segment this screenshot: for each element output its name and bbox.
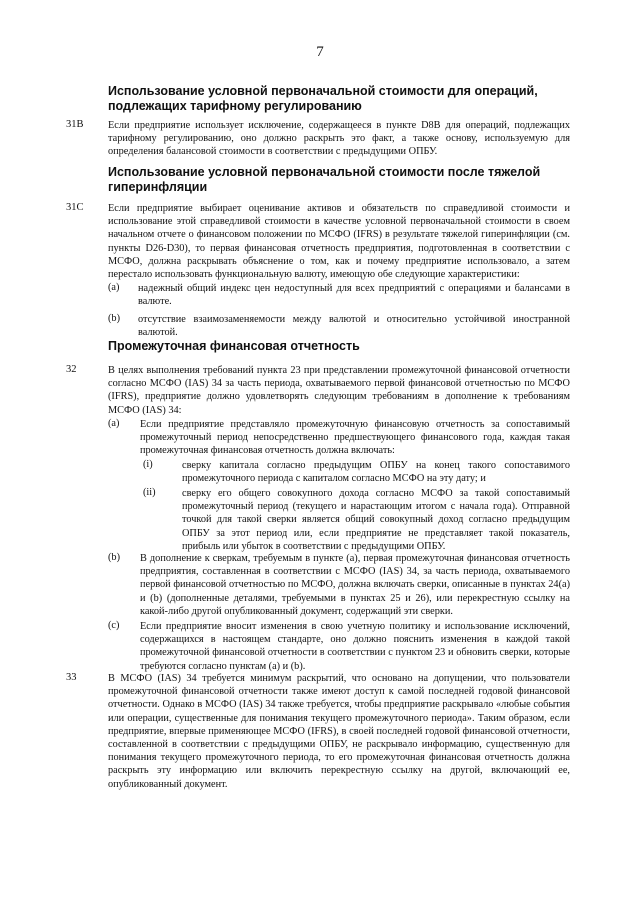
list-item-32c: Если предприятие вносит изменения в свою учетную политику и использование исключений, содержащихся в настоящем стандарте, оно должно пояснить изменения в каждой такой промежуточной финансовой отчетности в соответствии с пунктом 23 и обновить сверки, которые требуются согласно пунктам (а) и (b). <box>140 621 570 672</box>
paragraph-number-31c: 31C <box>66 202 84 213</box>
paragraph-33-text: В МСФО (IAS) 34 требуется минимум раскрытий, что основано на допущении, что пользователи промежуточной финансовой отчетности также имеют доступ к самой последней годовой финансовой отчетности. Однако в МСФО (IAS) 34 также требуется, чтобы предприятие раскрывало «любые события или операции, существенные для понимания текущего промежуточного периода». Таким образом, если предприятие, впервые применяющее МСФО (IFRS), в своей последней годовой финансовой отчетности, составленной в соответствии с предыдущими ОПБУ, не раскрывало информацию, существенную для понимания текущего промежуточного периода, то его промежуточная финансовая отчетность должна раскрыть эту информацию или включить перекрестную ссылку на другой, включающий ее, опубликованный документ. <box>108 673 570 790</box>
list-label-32a-ii: (ii) <box>143 487 156 498</box>
list-label-a: (a) <box>108 282 120 293</box>
list-item-b: отсутствие взаимозаменяемости между валютой и относительно устойчивой иностранной валютой. <box>138 314 570 339</box>
paragraph-number-31b: 31B <box>66 119 84 130</box>
list-label-32b: (b) <box>108 552 121 563</box>
list-label-32a: (a) <box>108 418 120 429</box>
list-item-32b: В дополнение к сверкам, требуемым в пункте (а), первая промежуточная финансовая отчетность предприятия, составленная в соответствии с МСФО (IAS) 34, за часть периода, охватываемого первой финансовой отчетностью по МСФО, должна включать сверки, описанные в пунктах 24(а) и (b) (дополненные деталями, требуемыми в пунктах 25 и 26), или перекрестную ссылку на какой-либо другой опубликованный документ, содержащий эти сверки. <box>140 553 570 617</box>
list-label-32a-i: (i) <box>143 459 153 470</box>
paragraph-31b-text: Если предприятие использует исключение, содержащееся в пункте D8B для операций, подлежащих тарифному регулированию, оно должно раскрыть это факт, а также основу, используемую для определения балансовой стоимости в соответствии с предыдущими ОПБУ. <box>108 120 570 158</box>
page-number: 7 <box>316 44 324 60</box>
section-heading-tariff: Использование условной первоначальной стоимости для операций, подлежащих тарифному регулированию <box>108 84 538 113</box>
section-heading-interim: Промежуточная финансовая отчетность <box>108 339 360 353</box>
list-label-32c: (c) <box>108 620 120 631</box>
list-item-32a: Если предприятие представляло промежуточную финансовую отчетность за сопоставимый промежуточный период непосредственно предшествующего финансового года, каждая такая промежуточная финансовая отчетность должна включать: <box>140 419 570 457</box>
paragraph-number-32: 32 <box>66 364 77 375</box>
paragraph-31c-text: Если предприятие выбирает оценивание активов и обязательств по справедливой стоимости и использование этой справедливой стоимости в качестве условной первоначальной стоимости в своем начальном отчете о финансовом положении по МСФО (IFRS) в результате тяжелой гиперинфляции (см. пункты D26-D30), то первая финансовая отчетность предприятия, подготовленная в соответствии с МСФО, должна раскрывать объяснение о том, как и почему предприятие использовало, а затем перестало использовать функциональную валюту, имеющую обе следующие характеристики: <box>108 203 570 281</box>
section-heading-hyperinflation: Использование условной первоначальной стоимости после тяжелой гиперинфляции <box>108 165 541 194</box>
list-item-32a-i: сверку капитала согласно предыдущим ОПБУ на конец такого сопоставимого промежуточного периода с капиталом согласно МСФО на эту дату; и <box>182 460 570 485</box>
list-item-32a-ii: сверку его общего совокупного дохода согласно МСФО за такой сопоставимый промежуточный период (текущего и нарастающим итогом с начала года). Отправной точкой для такой сверки является общий совокупный доход согласно предыдущим ОПБУ за этот период или, если предприятие не представляет такой показатель, прибыль или убыток в соответствии с предыдущими ОПБУ. <box>182 488 570 552</box>
paragraph-32-text: В целях выполнения требований пункта 23 при представлении промежуточной финансовой отчетности согласно МСФО (IAS) 34 за часть периода, охватываемого первой финансовой отчетностью по МСФО (IFRS), предприятие должно удовлетворять следующим требованиям в дополнение к требованиям МСФО (IAS) 34: <box>108 365 570 416</box>
list-item-a: надежный общий индекс цен недоступный для всех предприятий с операциями и балансами в валюте. <box>138 283 570 308</box>
paragraph-number-33: 33 <box>66 672 77 683</box>
list-label-b: (b) <box>108 313 121 324</box>
